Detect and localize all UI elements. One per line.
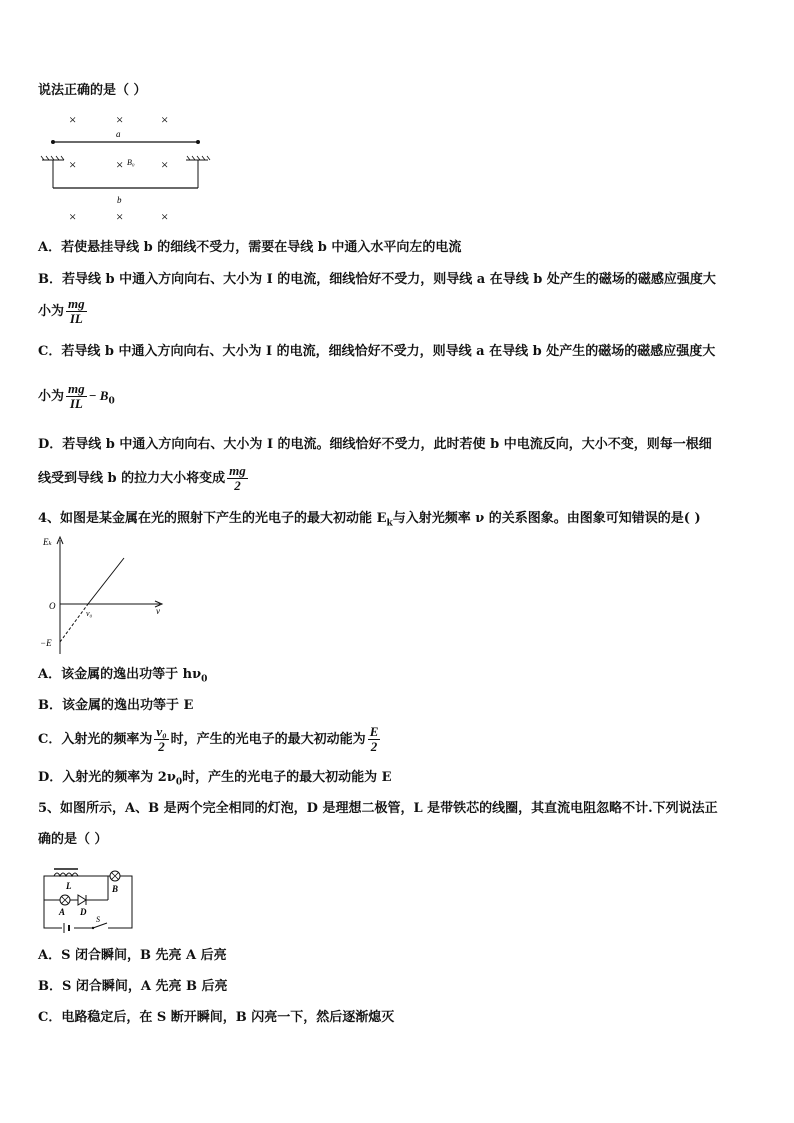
svg-text:×: × [69, 209, 77, 224]
q5-option-c: C．电路稳定后，在 S 断开瞬间，B 闪亮一下，然后逐渐熄灭 [38, 1010, 395, 1025]
svg-text:×: × [116, 157, 124, 172]
label-A: A [59, 907, 66, 917]
q5-stem-line2: 确的是（ ） [38, 832, 108, 847]
q4-option-a: A．该金属的逸出功等于 $h\nu_0$ [38, 667, 208, 685]
fraction-mg-IL-2: $\frac{mg}{IL}$ [68, 381, 85, 411]
fraction-mg-IL: $\frac{mg}{IL}$ [68, 296, 85, 326]
label-v0: ν₀ [86, 609, 93, 618]
svg-text:×: × [116, 112, 124, 127]
svg-text:×: × [161, 209, 169, 224]
label-Ek: Eₖ [43, 537, 52, 547]
q5-option-b: B．S 闭合瞬间，A 先亮 B 后亮 [38, 979, 228, 994]
label-S: S [96, 915, 100, 924]
ceiling-left [41, 156, 64, 160]
q3-option-d-line1: D．若导线 b 中通入方向向右、大小为 I 的电流。细线恰好不受力，此时若使 b 中电流反向，大小不变，则每一根细 [38, 437, 712, 452]
q5-stem-line1: 5、如图所示，A、B 是两个完全相同的灯泡，D 是理想二极管，L 是带铁芯的线圈，其直流电阻忽略不计.下列说法正 [38, 801, 718, 816]
label-negE: −E [40, 638, 52, 648]
label-B: B [112, 884, 119, 894]
svg-text:×: × [69, 112, 77, 127]
q3-option-d-line2: 线受到导线 b 的拉力大小将变成 $\frac{mg}{2}$ [38, 463, 246, 493]
label-a: a [116, 129, 121, 139]
label-L: L [66, 881, 72, 891]
svg-text:×: × [69, 157, 77, 172]
svg-text:×: × [161, 157, 169, 172]
q5-option-a: A．S 闭合瞬间，B 先亮 A 后亮 [38, 948, 227, 963]
intro-line: 说法正确的是（ ） [38, 83, 147, 98]
label-b: b [117, 195, 122, 205]
q4-option-b: B．该金属的逸出功等于 E [38, 698, 194, 713]
svg-text:×: × [116, 209, 124, 224]
svg-text:×: × [161, 112, 169, 127]
wire-a [51, 140, 200, 144]
q3-option-c-line1: C．若导线 b 中通入方向向右、大小为 I 的电流，细线恰好不受力，则导线 a 在导线 b 处产生的磁场的磁感应强度大 [38, 344, 716, 359]
label-B0: B₀ [127, 158, 135, 167]
fraction-v0-2: $\frac{\text{ν₀}}{2}$ [156, 724, 167, 754]
q3-option-c-line2: 小为 $\frac{mg}{IL}$ − $B_0$ [38, 381, 115, 411]
label-D: D [80, 907, 87, 917]
label-v: ν [156, 606, 160, 616]
diode [78, 895, 86, 905]
q3-option-b-line1: B．若导线 b 中通入方向向右、大小为 I 的电流，细线恰好不受力，则导线 a 在导线 b 处产生的磁场的磁感应强度大 [38, 272, 716, 287]
q4-option-d: D．入射光的频率为 $2\nu_0$时，产生的光电子的最大初动能为 E [38, 770, 392, 788]
fraction-mg-2: $\frac{mg}{2}$ [229, 463, 246, 493]
graph-line [88, 558, 124, 604]
figure-parallel-wires [40, 108, 220, 226]
extension-dashed [60, 604, 88, 642]
figure-circuit [40, 862, 140, 934]
q3-option-b-line2: 小为 $\frac{mg}{IL}$ [38, 296, 85, 326]
q4-option-c: C．入射光的频率为 $\frac{\text{ν₀}}{2}$ 时，产生的光电子的最大初动能为 $\frac{E}{2}$ [38, 724, 379, 754]
figure-ek-v-graph [40, 532, 170, 657]
q3-option-a: A．若使悬挂导线 b 的细线不受力，需要在导线 b 中通入水平向左的电流 [38, 240, 462, 255]
ceiling-right [186, 156, 210, 160]
q4-stem: 4、如图是某金属在光的照射下产生的光电子的最大初动能 $E_k$与入射光频率 ν 的关系图象。由图象可知错误的是( ) [38, 511, 701, 529]
label-O: O [49, 601, 56, 611]
fraction-E-2: $\frac{E}{2}$ [369, 724, 379, 754]
